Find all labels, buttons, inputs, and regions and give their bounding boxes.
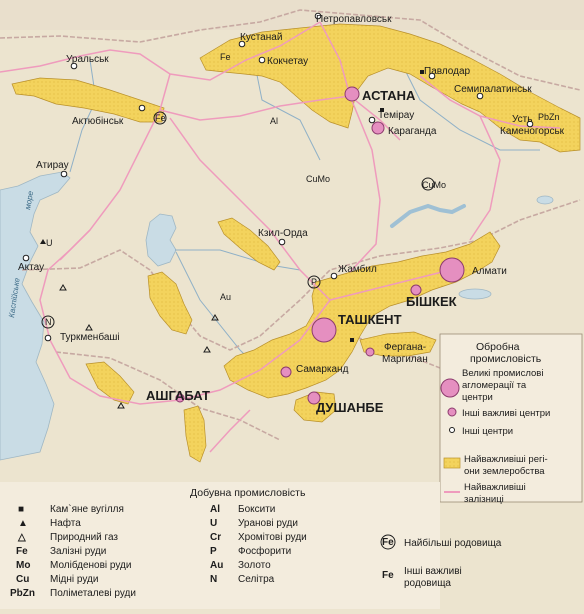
marker-aktau xyxy=(23,255,29,261)
legend-agri-1: Найважливіші регі- xyxy=(464,454,548,465)
label-petropavlovsk: Петропавловськ xyxy=(316,14,392,25)
legend-manufacturing xyxy=(440,334,582,505)
marker-aktyubinsk xyxy=(139,105,145,111)
legend-sym-n: N xyxy=(210,574,218,585)
caspian-label-1: Каспійське xyxy=(7,277,22,319)
label-karaganda: Караганда xyxy=(388,126,437,137)
label-zhambyl: Жамбил xyxy=(338,264,377,275)
legend-manufacturing-title-2: промисловість xyxy=(470,353,542,365)
marker-tashkent xyxy=(312,318,336,342)
label-atyrau: Атирау xyxy=(36,160,69,171)
marker-almaty xyxy=(440,258,464,282)
legend-sym-deposit-large: Fe xyxy=(382,537,394,548)
legend-label-al: Боксити xyxy=(238,504,276,515)
label-aktyubinsk: Актюбінськ xyxy=(72,116,124,127)
legend-label-copper: Мідні руди xyxy=(50,574,99,585)
label-samarkand: Самарканд xyxy=(296,364,349,375)
legend-other: Інші центри xyxy=(462,426,514,437)
legend-label-oil: Нафта xyxy=(50,518,81,529)
lake-issyk-kul xyxy=(459,289,491,299)
legend-sym-p: P xyxy=(210,546,217,557)
marker-turkmenbashi xyxy=(45,335,51,341)
legend-label-p: Фосфорити xyxy=(238,546,292,557)
legend-large-center-icon xyxy=(441,379,459,397)
label-ashgabat: АШГАБАТ xyxy=(146,388,210,403)
legend-label-deposit-large: Найбільші родовища xyxy=(404,538,502,549)
legend-other-center-icon xyxy=(450,428,455,433)
label-dushanbe: ДУШАНБЕ xyxy=(316,400,384,415)
legend-label-moly: Молібденові руди xyxy=(50,560,132,571)
legend-mining-title: Добувна промисловість xyxy=(190,487,306,499)
label-kustanai: Кустанай xyxy=(240,32,283,43)
legend-label-gas: Природний газ xyxy=(50,532,119,543)
label-turkmenbashi: Туркменбаші xyxy=(60,332,120,343)
legend-label-u: Уранові руди xyxy=(238,518,298,529)
north-land xyxy=(0,0,584,30)
marker-zhambyl xyxy=(331,273,337,279)
legend-label-n: Селітра xyxy=(238,574,275,585)
marker-samarkand xyxy=(281,367,291,377)
label-pavlodar: Павлодар xyxy=(424,66,471,77)
res-p: P xyxy=(311,277,318,287)
legend-sym-cr: Cr xyxy=(210,532,222,543)
label-fergana-1: Фергана- xyxy=(384,342,427,353)
legend-large-1: Великі промислові xyxy=(462,368,544,379)
marker-atyrau xyxy=(61,171,67,177)
label-tashkent: ТАШКЕНТ xyxy=(338,312,402,327)
legend-large-2: агломерації та xyxy=(462,380,527,391)
lake-zaysan xyxy=(537,196,553,204)
legend-agri-swatch xyxy=(444,458,460,468)
legend-sym-deposit-other: Fe xyxy=(382,570,394,581)
marker-kokchetau xyxy=(259,57,265,63)
res-cumo: CuMo xyxy=(306,174,331,184)
caspian-label-2: море xyxy=(23,190,36,211)
res-cumo-2: CuMo xyxy=(422,180,447,190)
res-n: N xyxy=(45,317,52,327)
res-au: Au xyxy=(220,292,232,302)
label-almaty: Алмати xyxy=(472,266,507,277)
label-ust-kamenogorsk-2: Каменогорськ xyxy=(500,126,565,137)
legend-important-center-icon xyxy=(448,408,456,416)
marker-kzyl-orda xyxy=(279,239,285,245)
label-kzyl-orda: Кзил-Орда xyxy=(258,228,308,239)
legend-sym-gas: △ xyxy=(18,532,26,543)
legend-sym-u: U xyxy=(210,518,218,529)
legend-label-poly: Поліметалеві руди xyxy=(50,588,136,599)
legend-important: Інші важливі центри xyxy=(462,408,551,419)
legend-label-coal: Кам`яне вугілля xyxy=(50,504,124,515)
legend-rail-1: Найважливіші xyxy=(464,482,526,493)
legend-sym-copper: Cu xyxy=(16,574,30,585)
marker-temirtau xyxy=(369,117,375,123)
legend-label-au: Золото xyxy=(238,560,271,571)
legend-sym-oil: ▲ xyxy=(18,518,28,529)
legend-sym-au: Au xyxy=(210,560,224,571)
label-temirtau: Темірау xyxy=(378,110,415,121)
legend-manufacturing-title-1: Обробна xyxy=(476,341,520,353)
legend-sym-poly: PbZn xyxy=(10,588,35,599)
legend-agri-2: они землеробства xyxy=(464,466,545,477)
res-fe-west: Fe xyxy=(220,52,231,62)
label-uralsk: Уральськ xyxy=(66,54,109,65)
label-kokchetau: Кокчетау xyxy=(267,56,309,67)
legend-rail-2: залізниці xyxy=(464,494,504,505)
label-bishkek: БІШКЕК xyxy=(406,294,457,309)
res-pbzn: PbZn xyxy=(538,112,560,122)
marker-astana xyxy=(345,87,359,101)
legend-label-iron: Залізні руди xyxy=(50,546,107,557)
legend-label-deposit-other-1: Інші важливі xyxy=(404,566,462,577)
res-fe-hub: Fe xyxy=(155,113,166,123)
label-ust-kamenogorsk-1: Усть xyxy=(512,114,533,125)
legend-sym-moly: Mo xyxy=(16,560,31,571)
coal-symbol xyxy=(350,338,354,342)
legend-sym-iron: Fe xyxy=(16,546,28,557)
legend-sym-coal: ■ xyxy=(18,504,25,515)
legend-label-deposit-other-2: родовища xyxy=(404,578,451,589)
label-astana: АСТАНА xyxy=(362,88,416,103)
label-semipalatinsk: Семипалатинськ xyxy=(454,84,532,95)
res-u: U xyxy=(46,238,53,248)
legend-large-3: центри xyxy=(462,392,493,403)
marker-karaganda xyxy=(372,122,384,134)
label-fergana-2: Маргилан xyxy=(382,354,428,365)
marker-fergana xyxy=(366,348,374,356)
legend-sym-al: Al xyxy=(210,504,220,515)
legend-label-cr: Хромітові руди xyxy=(238,532,307,543)
label-aktau: Актау xyxy=(18,262,45,273)
res-al: Al xyxy=(270,116,279,126)
